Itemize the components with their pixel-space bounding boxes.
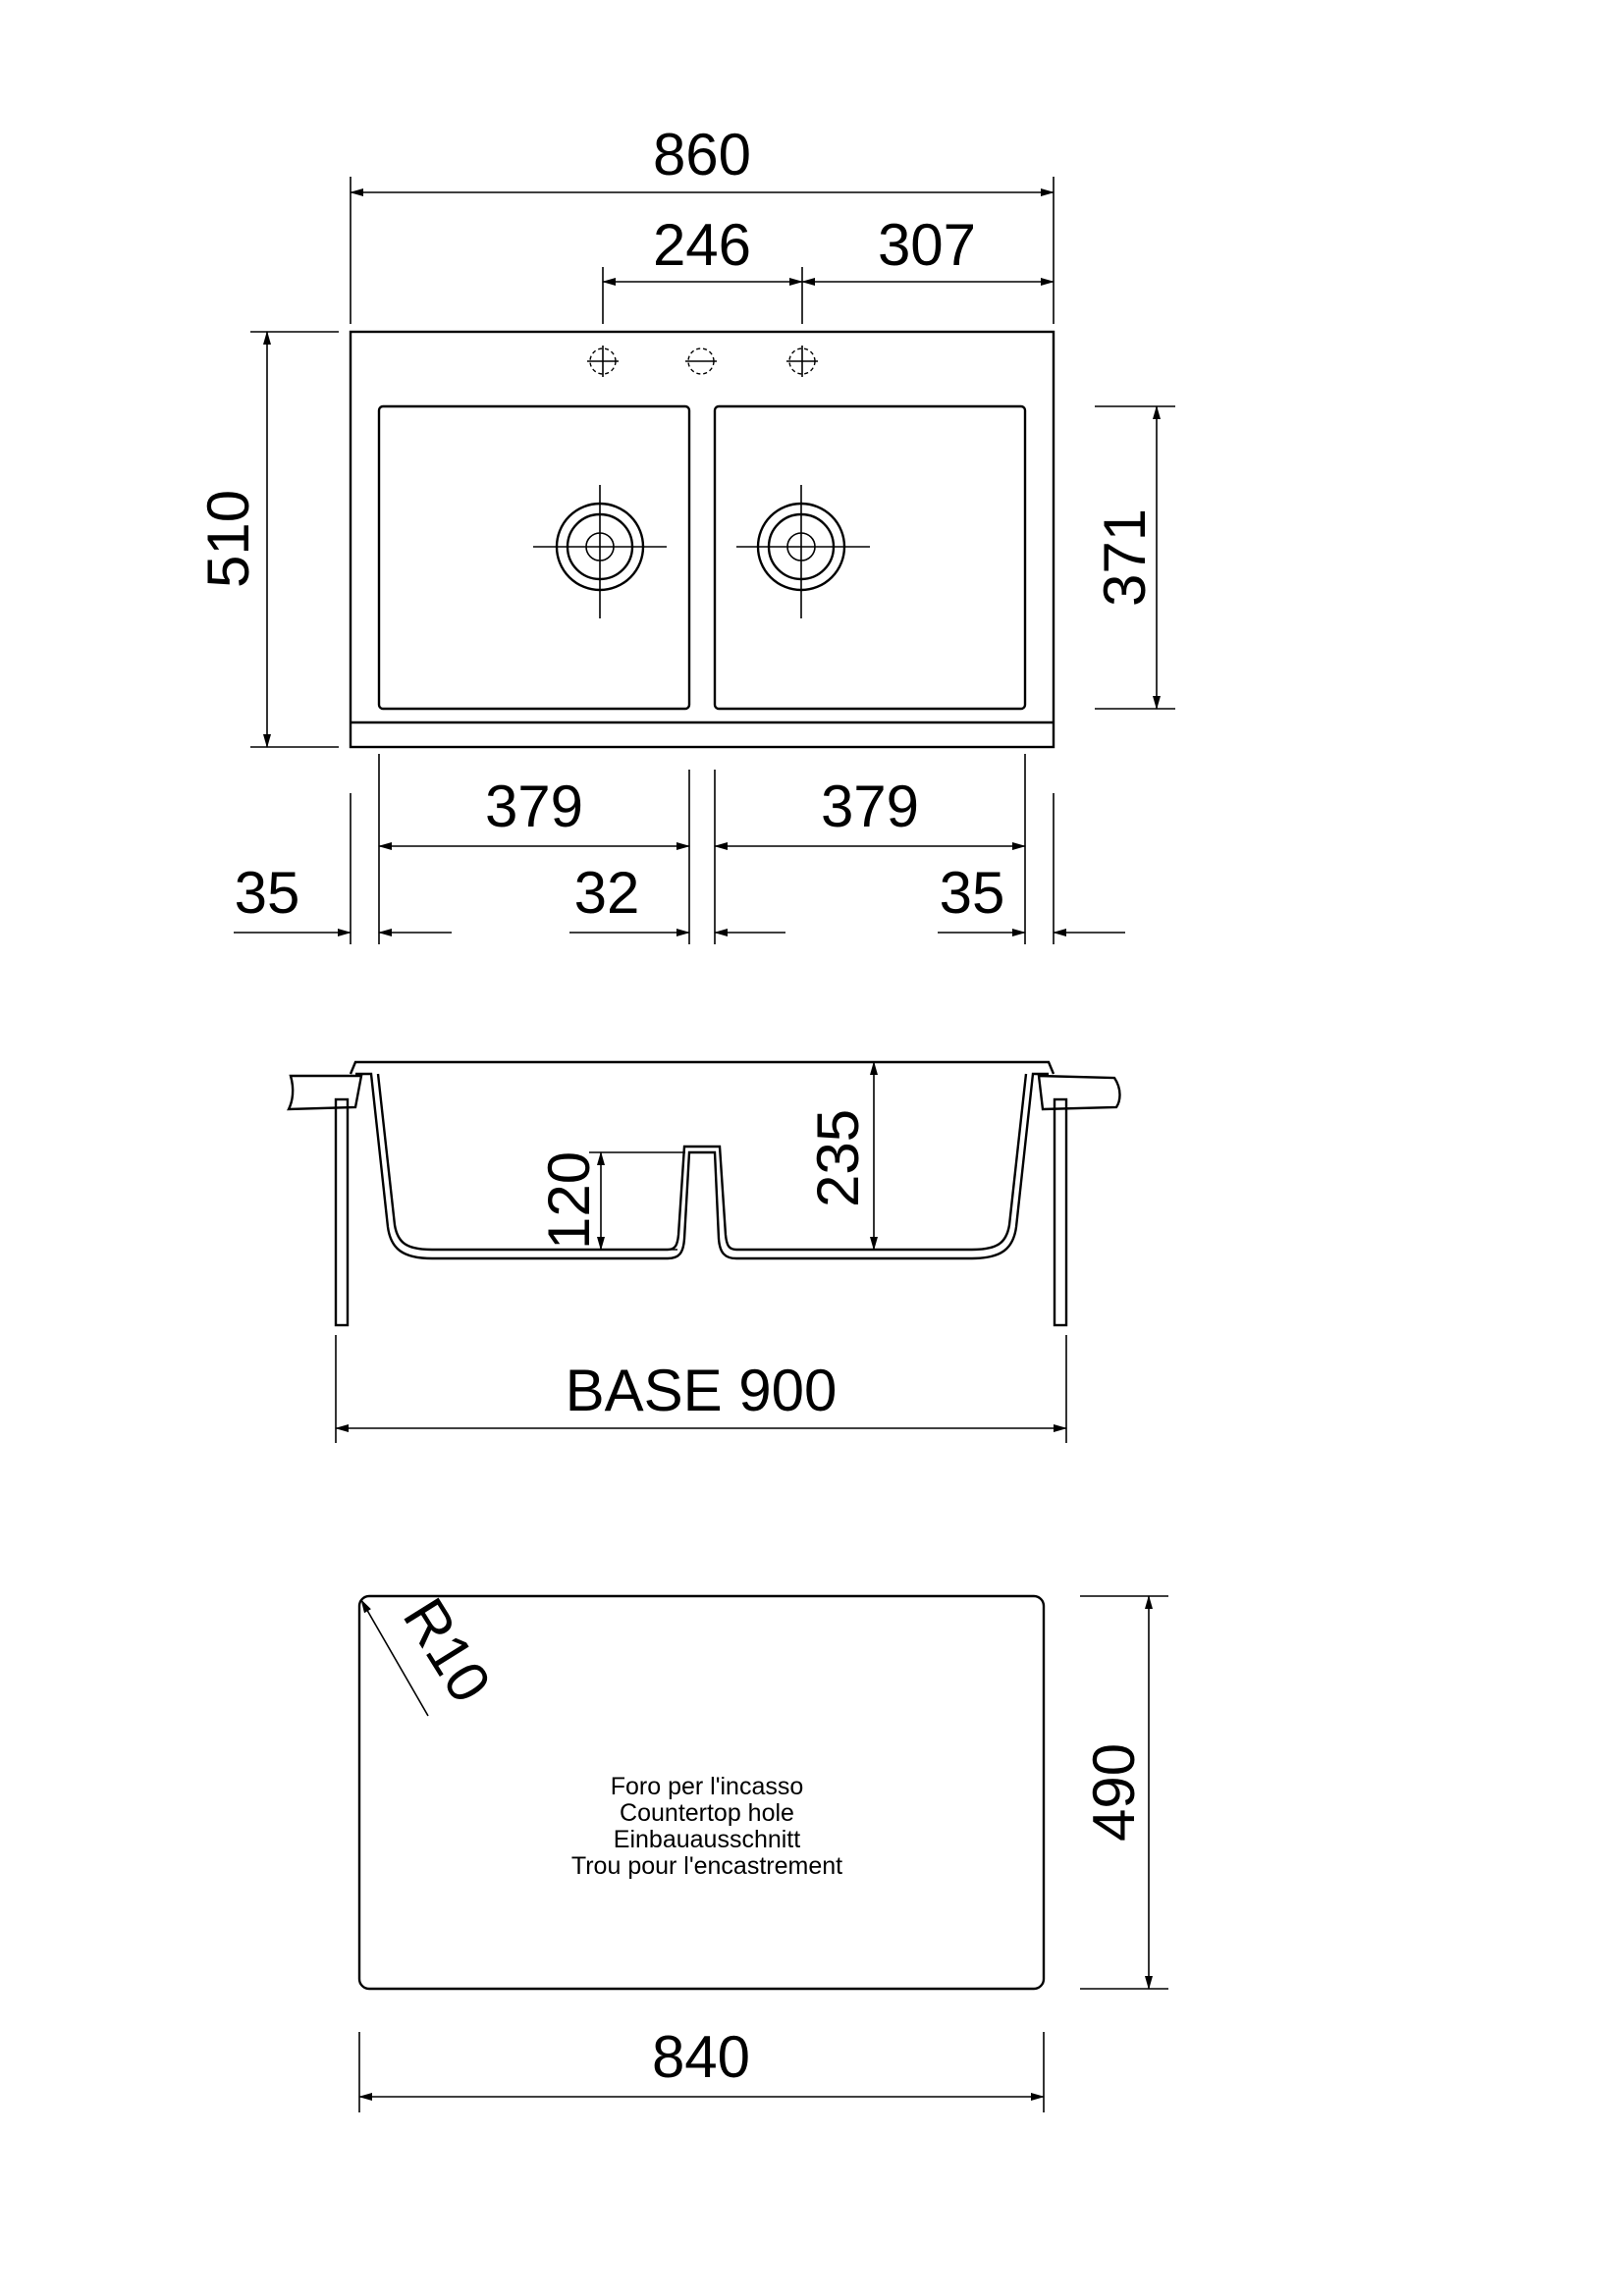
- right-drain-icon: [736, 485, 870, 618]
- right-cabinet-wall: [1055, 1099, 1066, 1325]
- top-view: [195, 122, 1175, 944]
- cutout-view: [359, 1587, 1168, 2112]
- tap-offset-label: 307: [877, 212, 977, 278]
- left-bowl-width-label: 379: [484, 774, 584, 839]
- tap-hole-3-icon: [786, 346, 818, 377]
- base-width-label: BASE 900: [565, 1358, 838, 1423]
- divider-width-label: 32: [573, 860, 640, 926]
- cutout-height-label: 490: [1081, 1742, 1147, 1842]
- cutout-note-de: Einbauausschnitt: [613, 1826, 801, 1853]
- right-countertop: [1039, 1076, 1120, 1109]
- section-view: [289, 1062, 1120, 1443]
- corner-radius-label: R10: [390, 1586, 504, 1714]
- rim-left-label: 35: [234, 860, 300, 926]
- right-bowl: [715, 406, 1025, 709]
- tap-hole-2-icon: [685, 348, 717, 374]
- bowl-depth-label: 371: [1092, 507, 1158, 608]
- divider-height-label: 120: [536, 1150, 602, 1251]
- rim-right-label: 35: [939, 860, 1005, 926]
- cutout-note-fr: Trou pour l'encastrement: [570, 1852, 843, 1880]
- left-countertop: [289, 1076, 361, 1109]
- cutout-width-label: 840: [651, 2024, 751, 2090]
- tap-spacing-label: 246: [652, 212, 752, 278]
- left-drain-icon: [533, 485, 667, 618]
- overall-depth-label: 510: [195, 489, 261, 589]
- sink-outline: [351, 332, 1054, 747]
- bowl-profile-inner: [378, 1074, 1026, 1250]
- bowl-height-label: 235: [805, 1108, 871, 1208]
- cutout-note-en: Countertop hole: [620, 1799, 794, 1827]
- right-bowl-width-label: 379: [820, 774, 920, 839]
- cutout-note-it: Foro per l'incasso: [610, 1773, 804, 1800]
- overall-width-label: 860: [652, 122, 752, 187]
- sink-rim: [351, 1062, 1054, 1074]
- tap-hole-1-icon: [587, 346, 619, 377]
- left-cabinet-wall: [336, 1099, 348, 1325]
- bowl-profile-outer: [355, 1074, 1049, 1258]
